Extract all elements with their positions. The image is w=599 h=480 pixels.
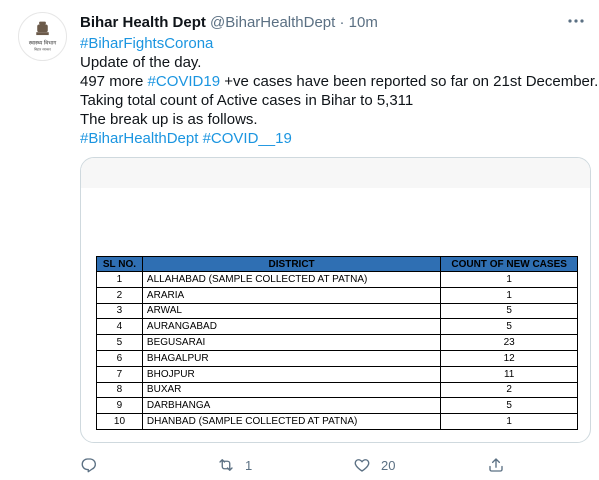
row-sl: 4 [97, 319, 143, 335]
row-count: 5 [441, 398, 578, 414]
avatar-logo-text: स्वास्थ्य विभाग [28, 40, 57, 47]
tweet-header [80, 13, 583, 33]
row-district: AURANGABAD [142, 319, 440, 335]
more-options-icon[interactable] [565, 10, 587, 32]
row-count: 2 [441, 382, 578, 398]
tweet-actions [80, 455, 520, 475]
table-row [97, 366, 578, 382]
hashtag-covid__19[interactable]: #COVID__19 [202, 130, 292, 147]
row-district: DHANBAD (SAMPLE COLLECTED AT PATNA) [142, 414, 440, 430]
row-count: 1 [441, 414, 578, 430]
row-district: ARWAL [142, 303, 440, 319]
image-bottom-edge [81, 438, 590, 442]
tweet-line-3: Taking total count of Active cases in Bihar to 5,311 [80, 92, 414, 109]
row-sl: 6 [97, 350, 143, 366]
row-district: BEGUSARAI [142, 335, 440, 351]
row-sl: 7 [97, 366, 143, 382]
like-count: 20 [381, 457, 396, 473]
table-row [97, 335, 578, 351]
row-sl: 8 [97, 382, 143, 398]
share-button[interactable] [487, 455, 505, 475]
reply-button[interactable] [80, 455, 98, 475]
row-district: BHAGALPUR [142, 350, 440, 366]
row-sl: 1 [97, 272, 143, 288]
separator-dot: · [339, 14, 345, 31]
row-district: DARBHANGA [142, 398, 440, 414]
row-sl: 9 [97, 398, 143, 414]
row-sl: 3 [97, 303, 143, 319]
retweet-button[interactable] [217, 455, 252, 475]
column-header-count: COUNT OF NEW CASES [441, 257, 578, 272]
row-sl: 2 [97, 287, 143, 303]
author-name[interactable]: Bihar Health Dept [80, 14, 206, 31]
tweet-line-2-suffix: +ve cases have been reported so far on 21st December. [220, 73, 599, 90]
table-row [97, 350, 578, 366]
row-count: 5 [441, 319, 578, 335]
retweet-count: 1 [245, 457, 253, 473]
table-row [97, 287, 578, 303]
avatar[interactable] [18, 12, 67, 61]
row-count: 23 [441, 335, 578, 351]
retweet-icon [217, 456, 235, 474]
hashtag-covid19[interactable]: #COVID19 [147, 73, 221, 90]
row-sl: 5 [97, 335, 143, 351]
cases-table [96, 256, 578, 430]
author-handle[interactable]: @BiharHealthDept [210, 14, 336, 31]
row-count: 12 [441, 350, 578, 366]
health-dept-logo [19, 13, 66, 60]
table-row [97, 303, 578, 319]
row-count: 11 [441, 366, 578, 382]
table-row [97, 398, 578, 414]
row-count: 5 [441, 303, 578, 319]
tweet-timestamp[interactable]: 10m [348, 14, 378, 31]
heart-icon [353, 456, 371, 474]
tweet-line-2 [80, 72, 599, 91]
column-header-district: DISTRICT [142, 257, 440, 272]
tweet-text [80, 34, 599, 148]
tweet-line-1: Update of the day. [80, 54, 202, 71]
row-district: ARARIA [142, 287, 440, 303]
table-row [97, 382, 578, 398]
table-row [97, 319, 578, 335]
reply-icon [80, 456, 98, 474]
avatar-logo-subtext: बिहार सरकार [34, 47, 51, 52]
hashtag-biharfightscorona[interactable]: #BiharFightsCorona [80, 35, 214, 52]
hashtag-biharhealthdept[interactable]: #BiharHealthDept [80, 130, 199, 147]
share-icon [487, 456, 505, 474]
image-header-band [81, 158, 590, 188]
table-row [97, 414, 578, 430]
tweet-image[interactable] [80, 157, 591, 443]
column-header-sl-no: SL NO. [97, 257, 143, 272]
row-count: 1 [441, 287, 578, 303]
tweet-line-4: The break up is as follows. [80, 111, 258, 128]
like-button[interactable] [353, 455, 395, 475]
table-row [97, 272, 578, 288]
row-district: BHOJPUR [142, 366, 440, 382]
row-district: ALLAHABAD (SAMPLE COLLECTED AT PATNA) [142, 272, 440, 288]
row-sl: 10 [97, 414, 143, 430]
row-count: 1 [441, 272, 578, 288]
row-district: BUXAR [142, 382, 440, 398]
table-header-row [97, 257, 578, 272]
tweet-line-2-prefix: 497 more [80, 73, 148, 90]
